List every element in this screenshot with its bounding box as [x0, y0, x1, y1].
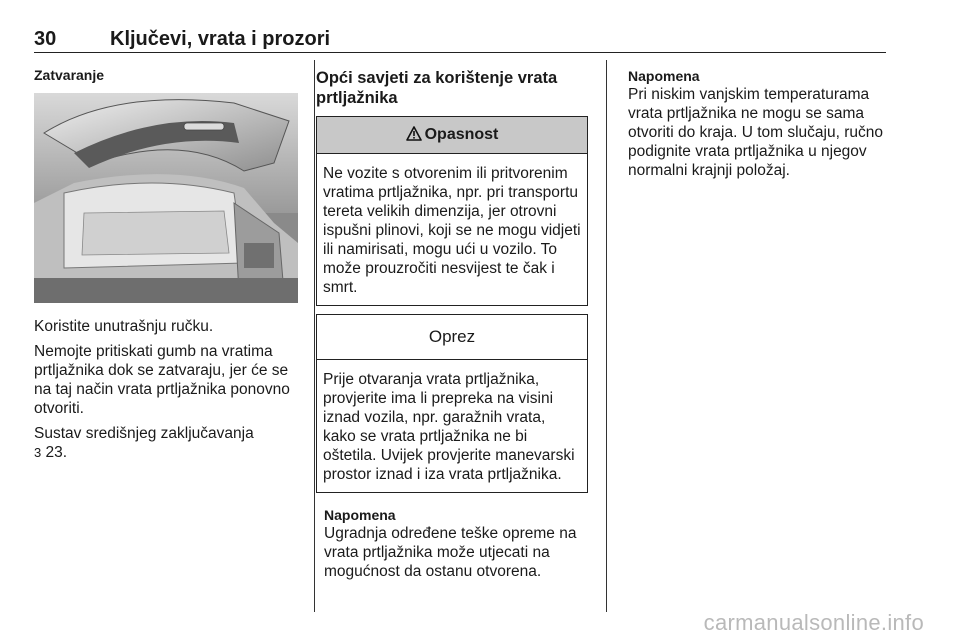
- caution-box: [316, 314, 588, 493]
- watermark: carmanualsonline.info: [703, 610, 924, 635]
- note-low-temp-body: Pri niskim vanjskim temperaturama vrata prtljažnika ne mogu se sama otvoriti do kraja. U tom slučaju, ručno podignite vrata prtljažnika u njegov normalni krajnji položaj.: [628, 86, 883, 179]
- note-body: Ugradnja određene teške opreme na vrata prtljažnika može utjecati na mogućnost da ostanu otvorena.: [324, 525, 577, 580]
- warning-triangle-icon: [406, 126, 422, 141]
- chapter-title: Ključevi, vrata i prozori: [110, 28, 331, 50]
- section-title-line1: Opći savjeti za korištenje vrata: [316, 69, 558, 87]
- note-low-temp-title: Napomena: [628, 68, 700, 84]
- subheading-zatvaranje: Zatvaranje: [34, 67, 105, 83]
- danger-title: Opasnost: [424, 126, 499, 143]
- section-title: [316, 68, 592, 108]
- danger-box: [316, 116, 588, 306]
- paragraph-warning-button: Nemojte pritiskati gumb na vratima prtljažnika dok se zatvaraju, jer će se na taj način vrata prtljažnika ponovno otvoriti.: [34, 343, 290, 417]
- note-heavy-equipment: [302, 507, 592, 581]
- column-divider-2: [606, 60, 607, 612]
- column-middle: [316, 68, 592, 581]
- paragraph-handle: Koristite unutrašnju ručku.: [34, 318, 214, 335]
- central-locking-text: Sustav središnjeg zaključavanja: [34, 425, 254, 442]
- column-left: [34, 66, 300, 468]
- arrow-reference-icon: 3: [34, 445, 42, 460]
- page-header: [34, 26, 886, 53]
- section-title-line2: prtljažnika: [316, 89, 398, 107]
- caution-body: Prije otvaranja vrata prtljažnika, provjerite ima li prepreka na visini iznad vozila, npr. garažnih vrata, kako se vrata prtljažnika ne bi oštetila. Uvijek provjerite manevarski prostor iznad i iza vrata prtljažnika.: [323, 371, 575, 483]
- note-title: Napomena: [324, 507, 396, 523]
- tailgate-photo: [34, 93, 298, 303]
- danger-body: Ne vozite s otvorenim ili pritvorenim vratima prtljažnika, npr. pri transportu tereta velikih dimenzija, jer otrovni ispušni plinovi, koji se ne mogu vidjeti ili namirisati, mogu ući u vozilo. To može prouzročiti nesvijest te čak i smrt.: [323, 165, 581, 296]
- paragraph-central-locking: [34, 424, 300, 462]
- caution-title: Oprez: [317, 315, 587, 360]
- page-number: 30: [34, 28, 57, 50]
- danger-header: [317, 117, 587, 154]
- column-right: [628, 68, 888, 180]
- page-reference-link[interactable]: 23.: [45, 444, 68, 461]
